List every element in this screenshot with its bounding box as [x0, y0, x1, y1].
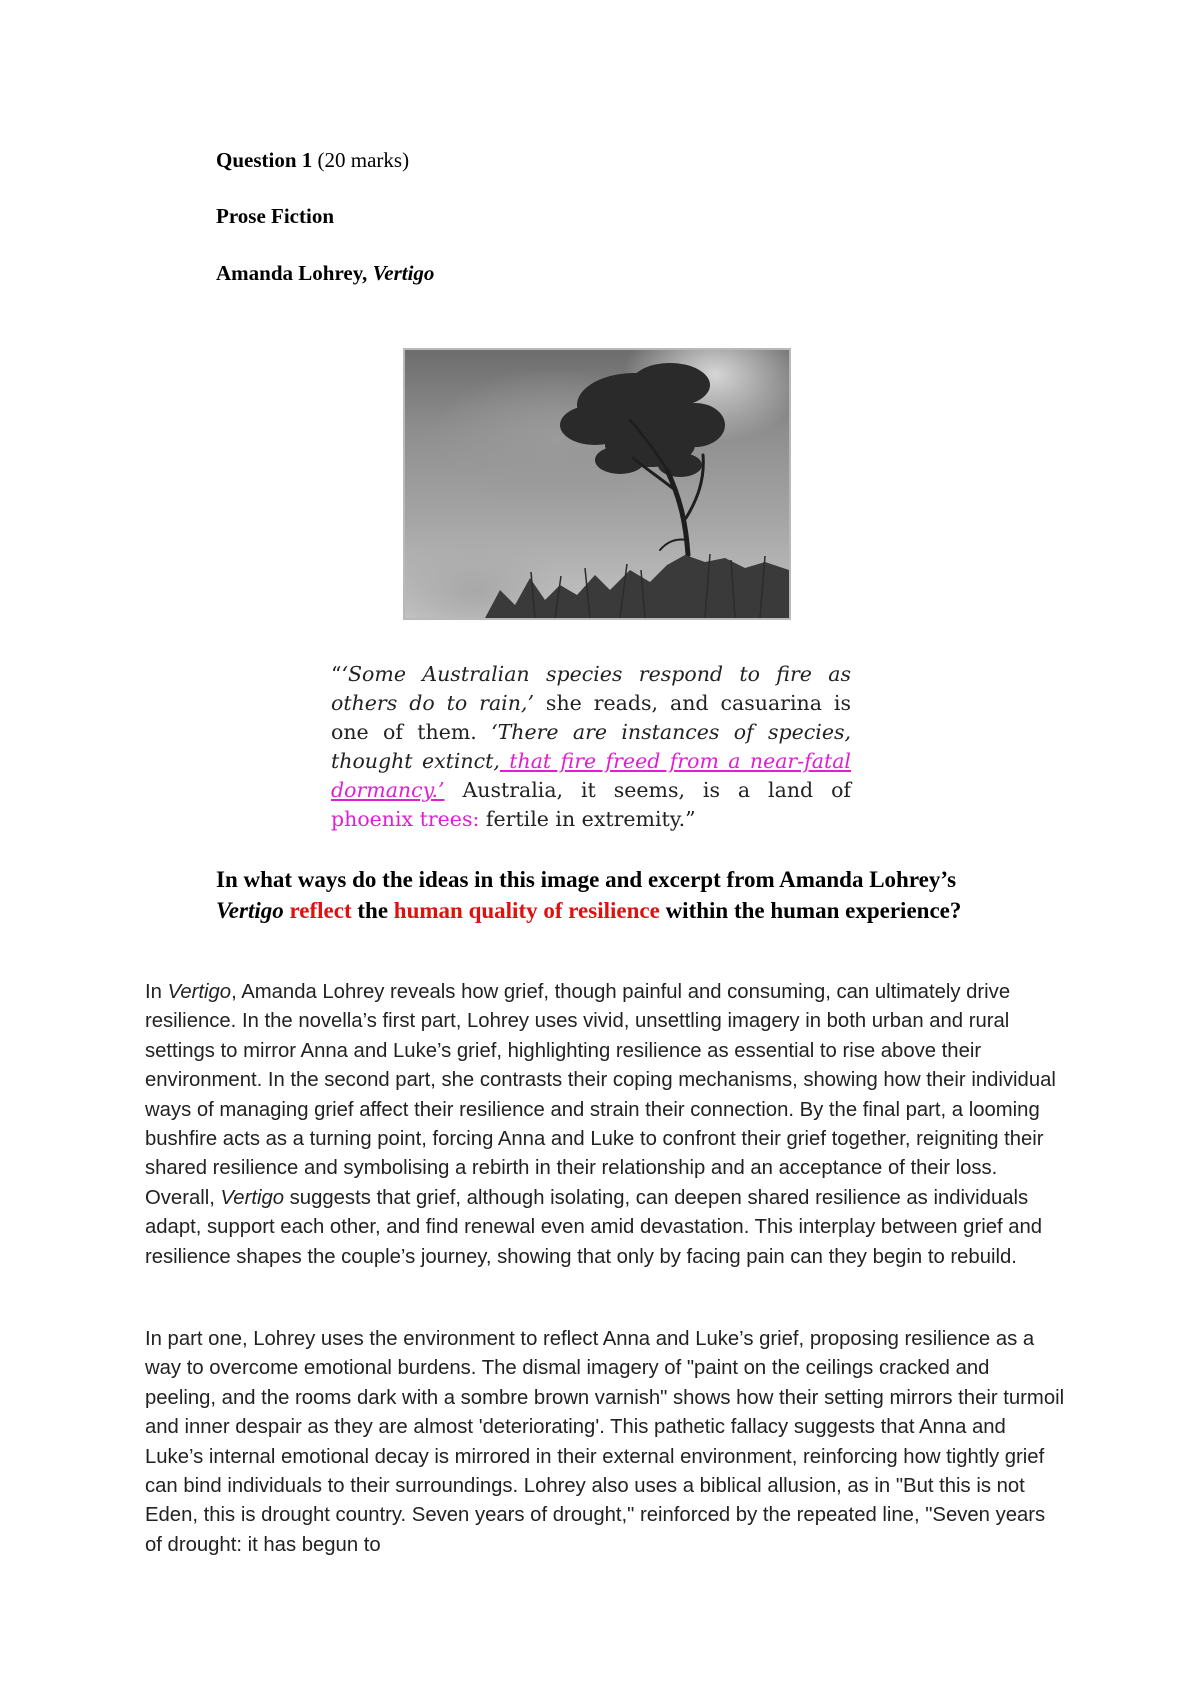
p1-text-a: In [145, 981, 168, 1003]
essay-paragraph-2 [145, 1325, 1065, 1560]
p1-book-title-b: Vertigo [220, 1186, 285, 1209]
question-label: Question 1 [216, 148, 313, 172]
quote-text-2: Australia, it seems, is a land of [444, 778, 851, 802]
quote-text-1: she reads, and casuarina is one of them. [331, 691, 851, 744]
question-marks: (20 marks) [312, 148, 410, 172]
quote-italic-2: ‘There are instances of species, thought extinct, [331, 720, 851, 773]
essay-question [216, 864, 976, 926]
vertigo-excerpt-quote [331, 660, 851, 834]
quote-text-3: fertile in extremity.” [479, 807, 696, 831]
casuarina-tree-photo [403, 348, 791, 620]
p2-text: In part one, Lohrey uses the environment to reflect Anna and Luke’s grief, proposing resilience as a way to overcome emotional burdens. The dismal imagery of "paint on the ceilings cracked and peeling, and the rooms dark with a sombre brown varnish" shows how their setting mirrors their turmoil and inner despair as they are almost 'deteriorating'. This pathetic fallacy suggests that Anna and Luke’s internal emotional decay is mirrored in their external environment, reinforcing how tightly grief can bind individuals to their surroundings. Lohrey also uses a biblical allusion, as in "But this is not Eden, this is drought country. Seven years of drought," reinforced by the repeated line, "Seven years of drought: it has begun to [145, 1328, 1065, 1556]
question-text-1: In what ways do the ideas in this image and excerpt from Amanda Lohrey’s [216, 867, 957, 892]
question-text-2: the [351, 898, 394, 923]
p1-text-b: , Amanda Lohrey reveals how grief, though painful and consuming, can ultimately drive resilience. In the novella’s first part, Lohrey uses vivid, unsettling imagery in both urban and rural settings to mirror Anna and Luke’s grief, highlighting resilience as essential to rise above their environment. In the second part, she contrasts their coping mechanisms, showing how their individual ways of managing grief affect their resilience and strain their connection. By the final part, a looming bushfire acts as a turning point, forcing Anna and Luke to confront their grief together, reigniting their shared resilience and symbolising a rebirth in their relationship and an acceptance of their loss. Overall, [145, 981, 1056, 1209]
quote-highlight-phoenix: phoenix trees: [331, 807, 480, 831]
essay-paragraph-1 [145, 978, 1065, 1272]
question-text-3: within the human experience? [659, 898, 962, 923]
text-heading [216, 260, 434, 286]
p1-text-c: suggests that grief, although isolating, can deepen shared resilience as individuals adapt, support each other, and find renewal even amid devastation. This interplay between grief and resilience shapes the couple’s journey, showing that only by facing pain can they begin to rebuild. [145, 1186, 1043, 1268]
section-heading: Prose Fiction [216, 204, 335, 228]
quote-italic-1: ‘Some Australian species respond to fire as others do to rain,’ [331, 662, 851, 715]
quote-highlight-dormancy: that fire freed from a near-fatal dormancy.’ [331, 749, 851, 802]
p1-book-title-a: Vertigo [167, 981, 232, 1003]
book-title: Vertigo [372, 261, 435, 285]
author-name: Amanda Lohrey, [216, 261, 373, 285]
question-book-title: Vertigo [216, 898, 284, 923]
question-highlight-reflect: reflect [289, 898, 352, 923]
question-highlight-resilience: human quality of resilience [393, 898, 660, 923]
quote-open-mark: “ [331, 662, 342, 686]
question-heading [216, 147, 409, 173]
